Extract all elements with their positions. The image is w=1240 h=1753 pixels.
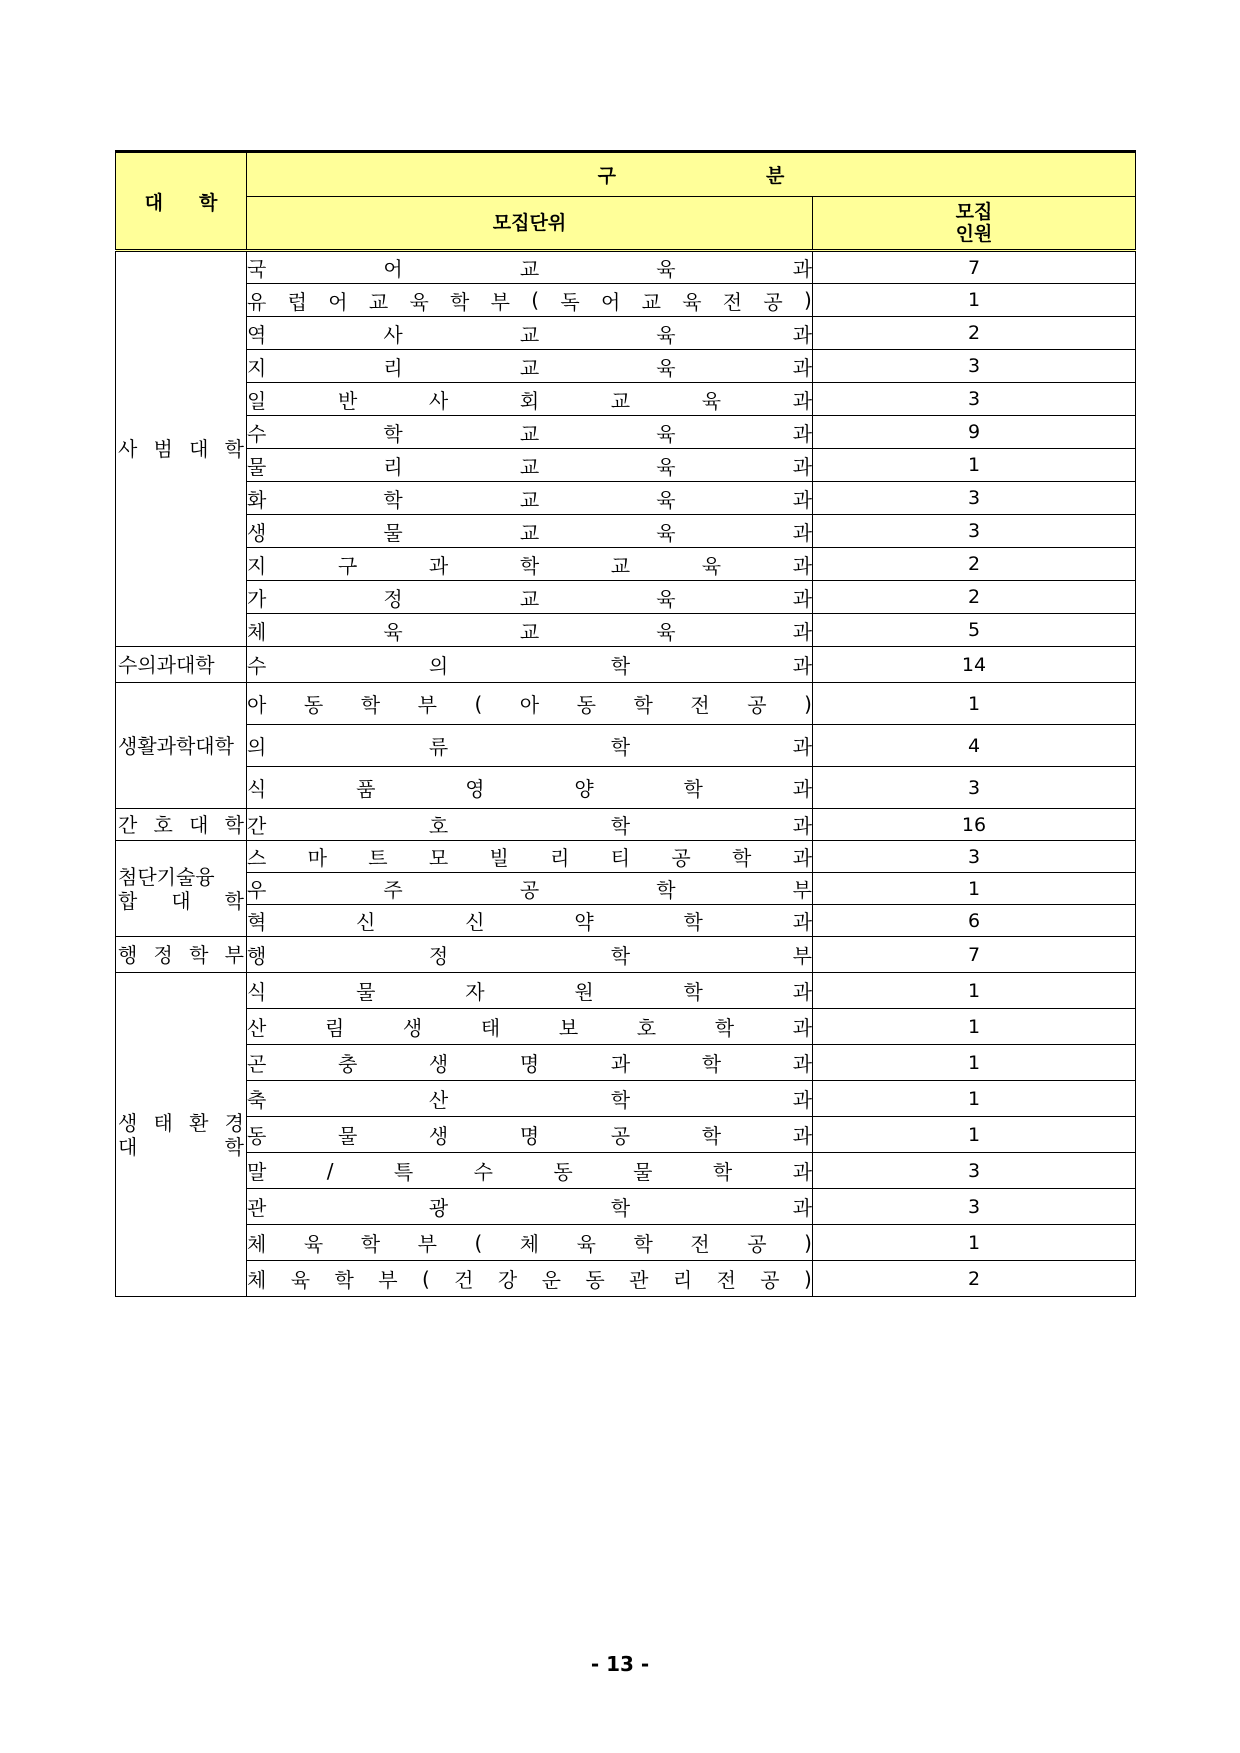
college-cell: [116, 973, 247, 1297]
unit-name: 가 정 교 육 과: [247, 586, 812, 611]
table-row: [116, 647, 1136, 683]
table-row: [116, 1261, 1136, 1297]
college-name-line: 사 범 대 학: [118, 437, 244, 461]
unit-cell: [247, 449, 813, 482]
unit-name: 체 육 학 부 ( 건 강 운 동 관 리 전 공 ): [247, 1266, 812, 1292]
unit-cell: [247, 482, 813, 515]
table-row: [116, 1081, 1136, 1117]
table-row: [116, 449, 1136, 482]
college-cell: [116, 841, 247, 937]
unit-name: 일 반 사 회 교 육 과: [247, 388, 812, 413]
college-name-line: 생활과학대학: [118, 733, 234, 758]
count-cell: 2: [813, 581, 1136, 614]
unit-name: 수 학 교 육 과: [247, 421, 812, 446]
page-number: - 13 -: [590, 1652, 650, 1676]
unit-cell: [247, 1225, 813, 1261]
table-row: [116, 767, 1136, 809]
table-row: [116, 383, 1136, 416]
count-cell: 1: [813, 1009, 1136, 1045]
unit-cell: [247, 515, 813, 548]
college-name-line: 간 호 대 학: [118, 812, 244, 837]
unit-name: 우 주 공 학 부: [247, 878, 812, 902]
header-college-label: 대 학: [144, 191, 218, 214]
table-row: [116, 416, 1136, 449]
table-row: [116, 548, 1136, 581]
count-cell: 6: [813, 905, 1136, 937]
unit-name: 역 사 교 육 과: [247, 322, 812, 347]
table-row: [116, 614, 1136, 647]
count-cell: 2: [813, 317, 1136, 350]
unit-cell: [247, 841, 813, 873]
table-row: [116, 317, 1136, 350]
college-cell: [116, 937, 247, 973]
college-name-line: 생 태 환 경: [118, 1110, 244, 1135]
count-cell: 3: [813, 841, 1136, 873]
count-cell: 2: [813, 1261, 1136, 1297]
unit-name: 수 의 학 과: [247, 654, 812, 678]
count-cell: 3: [813, 767, 1136, 809]
unit-name: 식 품 영 양 학 과: [247, 777, 812, 801]
unit-name: 생 물 교 육 과: [247, 520, 812, 545]
unit-name: 의 류 학 과: [247, 735, 812, 759]
unit-cell: [247, 548, 813, 581]
unit-cell: [247, 1009, 813, 1045]
college-name-line: 행 정 학 부: [118, 942, 244, 967]
college-name-line: 대 학: [118, 1134, 244, 1159]
recruitment-table: [115, 150, 1136, 1297]
unit-cell: [247, 1189, 813, 1225]
unit-cell: [247, 767, 813, 809]
unit-name: 행 정 학 부: [247, 944, 812, 968]
unit-cell: [247, 581, 813, 614]
count-cell: 1: [813, 1117, 1136, 1153]
count-cell: 3: [813, 383, 1136, 416]
table-row: [116, 1045, 1136, 1081]
unit-name: 유 럽 어 교 육 학 부 ( 독 어 교 육 전 공 ): [247, 288, 812, 314]
count-cell: 1: [813, 873, 1136, 905]
count-cell: 3: [813, 1189, 1136, 1225]
table-header: [116, 152, 1136, 251]
table-row: [116, 1153, 1136, 1189]
unit-name: 곤 충 생 명 과 학 과: [247, 1052, 812, 1076]
unit-name: 스 마 트 모 빌 리 티 공 학 과: [247, 846, 812, 870]
table-row: [116, 873, 1136, 905]
unit-name: 국 어 교 육 과: [247, 257, 812, 281]
unit-cell: [247, 905, 813, 937]
unit-cell: [247, 1081, 813, 1117]
unit-cell: [247, 725, 813, 767]
unit-name: 아 동 학 부 ( 아 동 학 전 공 ): [247, 691, 812, 717]
unit-cell: [247, 614, 813, 647]
header-count-line2: 인원: [955, 223, 993, 245]
unit-name: 물 리 교 육 과: [247, 454, 812, 479]
unit-name: 화 학 교 육 과: [247, 487, 812, 512]
unit-cell: [247, 1117, 813, 1153]
header-gubun-label: 구 분: [597, 165, 785, 187]
table-row: [116, 284, 1136, 317]
table-row: [116, 1009, 1136, 1045]
table-row: [116, 905, 1136, 937]
count-cell: 2: [813, 548, 1136, 581]
unit-cell: [247, 1261, 813, 1297]
count-cell: 14: [813, 647, 1136, 683]
header-count-line1: 모집: [955, 201, 993, 223]
count-cell: 5: [813, 614, 1136, 647]
count-cell: 1: [813, 1045, 1136, 1081]
count-cell: 3: [813, 515, 1136, 548]
college-name-line: 수의과대학: [118, 652, 215, 677]
header-unit-label: 모집단위: [492, 212, 567, 234]
table-row: [116, 350, 1136, 383]
unit-cell: [247, 683, 813, 725]
table-row: [116, 725, 1136, 767]
college-cell: [116, 647, 247, 683]
count-cell: 3: [813, 482, 1136, 515]
count-cell: 3: [813, 1153, 1136, 1189]
unit-name: 산 림 생 태 보 호 학 과: [247, 1016, 812, 1040]
table-row: [116, 482, 1136, 515]
table-row: [116, 515, 1136, 548]
college-cell: [116, 251, 247, 647]
unit-cell: [247, 1153, 813, 1189]
count-cell: 3: [813, 350, 1136, 383]
unit-cell: [247, 809, 813, 841]
unit-name: 식 물 자 원 학 과: [247, 980, 812, 1004]
unit-name: 지 리 교 육 과: [247, 355, 812, 380]
count-cell: 16: [813, 809, 1136, 841]
table-body: [116, 251, 1136, 1297]
table-row: [116, 809, 1136, 841]
college-cell: [116, 683, 247, 809]
unit-cell: [247, 383, 813, 416]
college-cell: [116, 809, 247, 841]
college-name-line: 첨단기술융: [118, 864, 215, 889]
table-row: [116, 841, 1136, 873]
unit-name: 체 육 학 부 ( 체 육 학 전 공 ): [247, 1230, 812, 1256]
unit-cell: [247, 1045, 813, 1081]
unit-cell: [247, 350, 813, 383]
count-cell: 1: [813, 683, 1136, 725]
unit-name: 말 / 특 수 동 물 학 과: [247, 1158, 812, 1184]
college-name-line: 합 대 학: [118, 888, 244, 913]
table-row: [116, 1225, 1136, 1261]
table-row: [116, 973, 1136, 1009]
count-cell: 1: [813, 449, 1136, 482]
count-cell: 1: [813, 284, 1136, 317]
unit-name: 체 육 교 육 과: [247, 619, 812, 644]
count-cell: 7: [813, 937, 1136, 973]
count-cell: 1: [813, 973, 1136, 1009]
unit-name: 혁 신 신 약 학 과: [247, 910, 812, 934]
count-cell: 1: [813, 1225, 1136, 1261]
count-cell: 4: [813, 725, 1136, 767]
unit-name: 관 광 학 과: [247, 1196, 812, 1220]
header-college: [116, 152, 247, 251]
unit-cell: [247, 873, 813, 905]
table-row: [116, 1189, 1136, 1225]
unit-name: 동 물 생 명 공 학 과: [247, 1124, 812, 1148]
unit-name: 간 호 학 과: [247, 814, 812, 838]
unit-cell: [247, 317, 813, 350]
unit-cell: [247, 251, 813, 284]
unit-cell: [247, 937, 813, 973]
unit-cell: [247, 416, 813, 449]
count-cell: 7: [813, 251, 1136, 284]
count-cell: 9: [813, 416, 1136, 449]
unit-name: 지 구 과 학 교 육 과: [247, 553, 812, 578]
table-row: [116, 1117, 1136, 1153]
count-cell: 1: [813, 1081, 1136, 1117]
table-row: [116, 937, 1136, 973]
table-row: [116, 683, 1136, 725]
unit-cell: [247, 647, 813, 683]
unit-name: 축 산 학 과: [247, 1088, 812, 1112]
header-unit: [247, 197, 813, 251]
header-gubun: [247, 152, 1136, 197]
unit-cell: [247, 973, 813, 1009]
unit-cell: [247, 284, 813, 317]
header-count: [813, 197, 1136, 251]
table-row: [116, 251, 1136, 284]
table-row: [116, 581, 1136, 614]
